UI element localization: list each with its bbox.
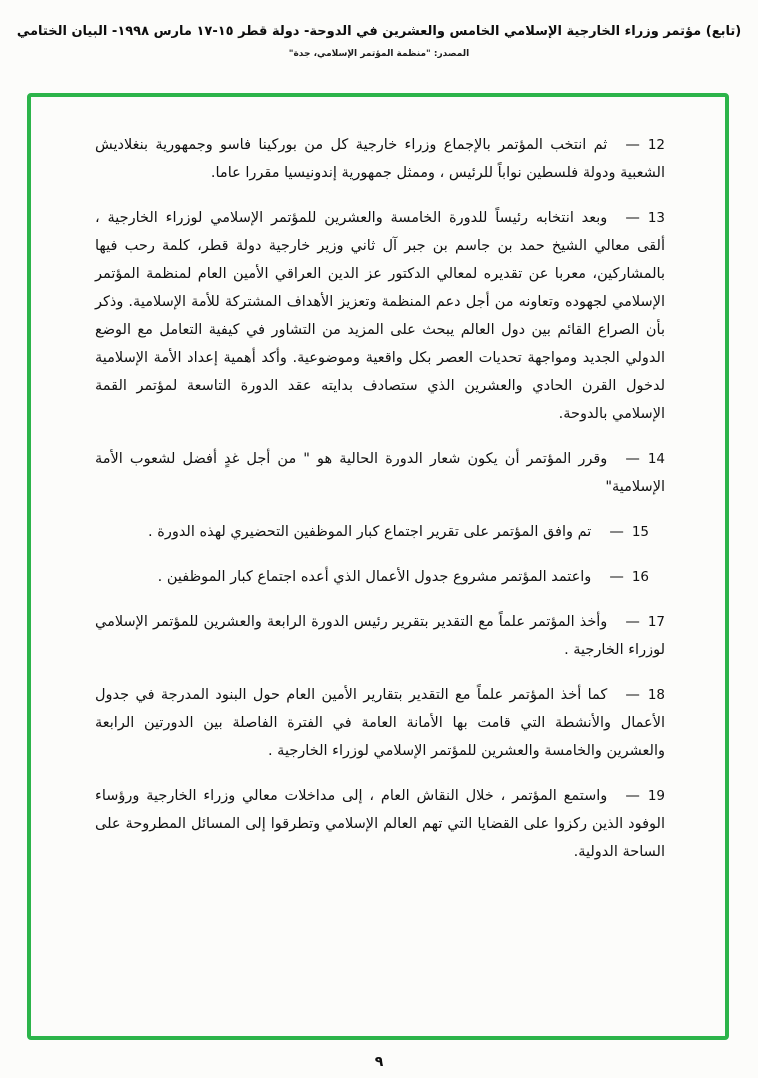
paragraph-text: كما أخذ المؤتمر علماً مع التقدير بتقارير الأمين العام حول البنود المدرجة في جدول الأعمال والأنشطة التي قامت بها الأمانة العامة في الفترة الفاصلة بين الدورتين الرابعة والعشرين والخامسة والعشرين للمؤتمر الإسلامي لوزراء الخارجية . — [95, 687, 665, 759]
paragraph-16 — [95, 563, 665, 591]
paragraph-text: وبعد انتخابه رئيساً للدورة الخامسة والعشرين للمؤتمر الإسلامي لوزراء الخارجية ، ألقى معالي الشيخ حمد بن جاسم بن جبر آل ثاني وزير خارجية دولة قطر، كلمة رحب فيها بالمشاركين، معربا عن تقديره لمعالي الدكتور عز الدين العراقي الأمين العام لمنظمة المؤتمر الإسلامي لجهوده وتعاونه من أجل دعم المنظمة وتعزيز الأهداف المشتركة للأمة الإسلامية. وذكر بأن الصراع القائم بين دول العالم يبحث على المزيد من التشاور في كيفية التعامل مع الوضع الدولي الجديد ومواجهة تحديات العصر بكل واقعية وموضوعية. وأكد أهمية إعداد الأمة الإسلامية لدخول القرن الحادي والعشرين الذي ستصادف بدايته عقد الدورة التاسعة لمؤتمر القمة الإسلامي بالدوحة. — [95, 210, 665, 422]
paragraph-dash: — — [625, 687, 640, 703]
paragraph-dash: — — [625, 788, 640, 804]
document-source-line: المصدر: "منظمة المؤتمر الإسلامي، جدة" — [288, 49, 470, 59]
paragraph-text: وأخذ المؤتمر علماً مع التقدير بتقرير رئيس الدورة الرابعة والعشرين للمؤتمر الإسلامي لوزراء الخارجية . — [95, 614, 665, 658]
page-number: ٩ — [374, 1054, 384, 1070]
highlight-border-box — [27, 93, 729, 1040]
paragraph-19 — [95, 782, 665, 866]
paragraph-dash: — — [609, 524, 624, 540]
paragraph-dash: — — [625, 451, 640, 467]
paragraph-list — [31, 97, 725, 903]
paragraph-12 — [95, 131, 665, 187]
paragraph-text: ثم انتخب المؤتمر بالإجماع وزراء خارجية كل من بوركينا فاسو وجمهورية بنغلاديش الشعبية ودولة فلسطين نواباً للرئيس ، وممثل جمهورية إندونيسيا مقررا عاما. — [95, 137, 665, 181]
paragraph-number: 15 — [631, 524, 649, 540]
paragraph-15 — [95, 518, 665, 546]
paragraph-number: 14 — [647, 451, 665, 467]
paragraph-14 — [95, 445, 665, 501]
document-header — [0, 0, 758, 59]
paragraph-text: واعتمد المؤتمر مشروع جدول الأعمال الذي أعده اجتماع كبار الموظفين . — [157, 569, 592, 585]
paragraph-number: 12 — [647, 137, 665, 153]
paragraph-text: تم وافق المؤتمر على تقرير اجتماع كبار الموظفين التحضيري لهذه الدورة . — [148, 524, 592, 540]
paragraph-13 — [95, 204, 665, 428]
paragraph-dash: — — [625, 210, 640, 226]
paragraph-number: 18 — [647, 687, 665, 703]
page-footer — [0, 1051, 758, 1070]
paragraph-dash: — — [625, 137, 640, 153]
paragraph-17 — [95, 608, 665, 664]
paragraph-dash: — — [625, 614, 640, 630]
paragraph-dash: — — [609, 569, 624, 585]
paragraph-18 — [95, 681, 665, 765]
paragraph-text: واستمع المؤتمر ، خلال النقاش العام ، إلى مداخلات معالي وزراء الخارجية ورؤساء الوفود الذين ركزوا على القضايا التي تهم العالم الإسلامي وتطرقوا إلى المسائل المطروحة على الساحة الدولية. — [95, 788, 665, 860]
paragraph-number: 19 — [647, 788, 665, 804]
paragraph-number: 13 — [647, 210, 665, 226]
paragraph-text: وقرر المؤتمر أن يكون شعار الدورة الحالية هو " من أجل غدٍ أفضل لشعوب الأمة الإسلامية" — [95, 451, 665, 495]
paragraph-number: 16 — [631, 569, 649, 585]
document-title: (تابع) مؤتمر وزراء الخارجية الإسلامي الخامس والعشرين في الدوحة- دولة قطر ١٥-١٧ مارس ١٩٩٨- البيان الختامي — [16, 24, 742, 39]
paragraph-number: 17 — [647, 614, 665, 630]
